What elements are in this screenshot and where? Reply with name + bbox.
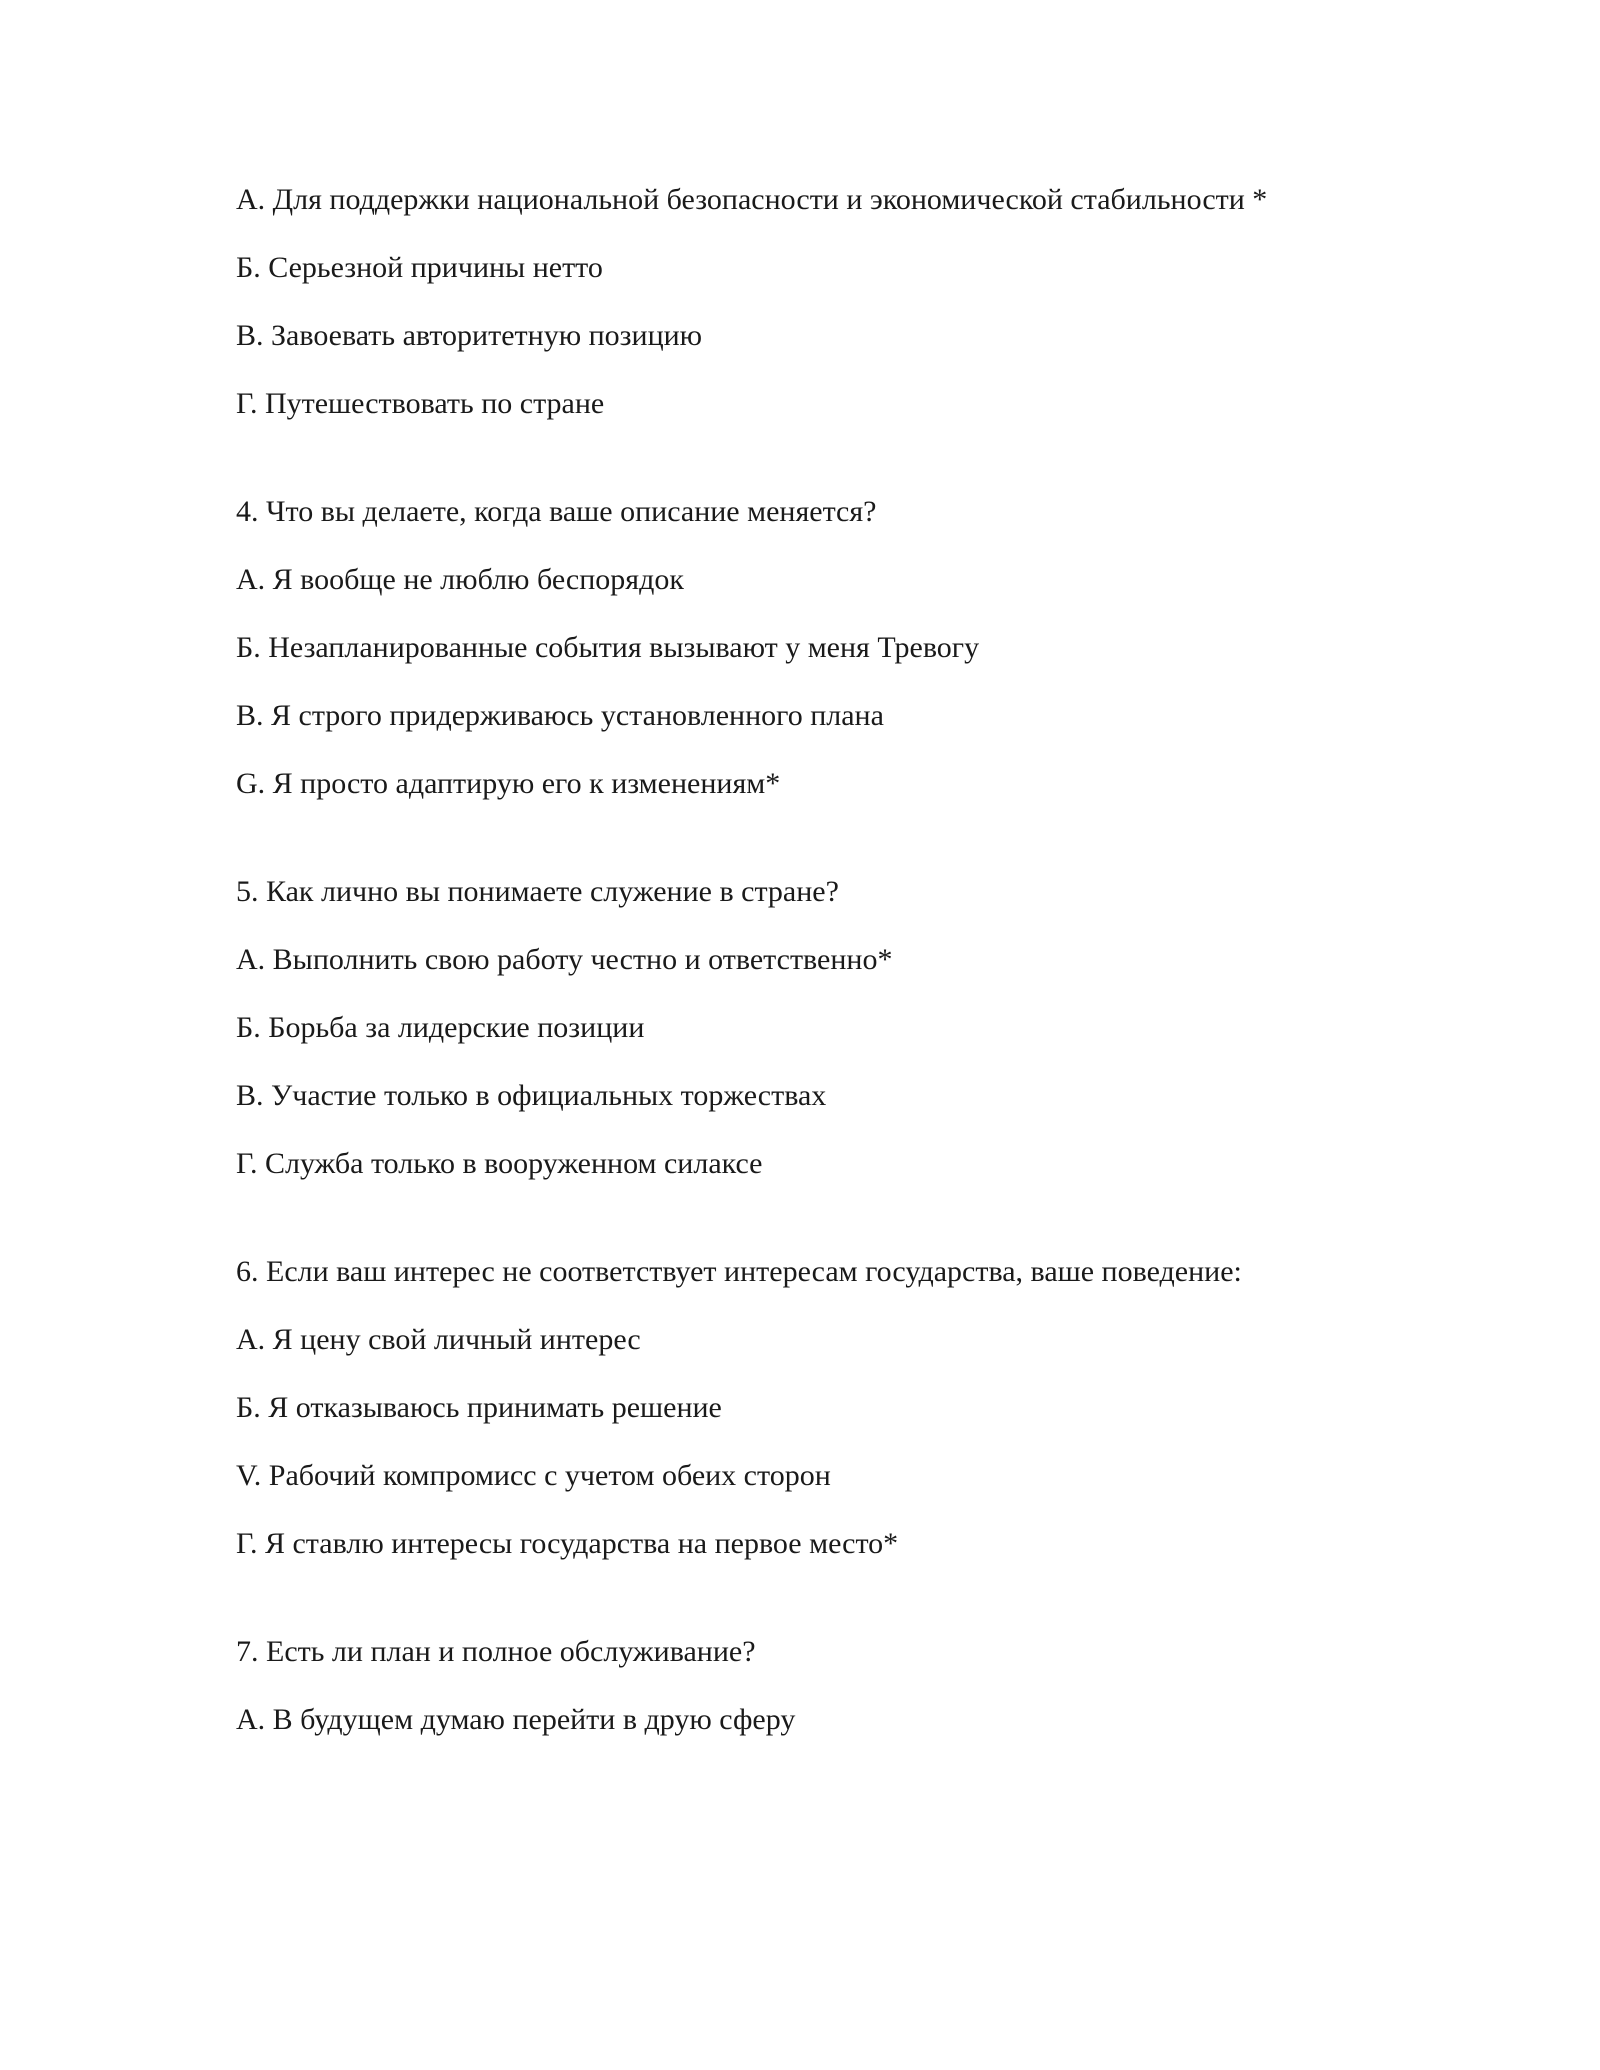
option-6b: Б. Я отказываюсь принимать решение bbox=[236, 1391, 722, 1424]
option-5d: Г. Служба только в вооруженном силаксе bbox=[236, 1147, 763, 1180]
option-6a: А. Я цену свой личный интерес bbox=[236, 1323, 641, 1356]
questionnaire-body bbox=[236, 180, 1436, 1740]
option-3c: В. Завоевать авторитетную позицию bbox=[236, 319, 703, 352]
option-3b: Б. Серьезной причины нетто bbox=[236, 251, 603, 284]
question-7-text: 7. Есть ли план и полное обслуживание? bbox=[236, 1635, 756, 1668]
question-block-4 bbox=[236, 492, 1436, 804]
option-6c: V. Рабочий компромисс с учетом обеих сторон bbox=[236, 1459, 831, 1492]
option-3a: А. Для поддержки национальной безопасности и экономической стабильности * bbox=[236, 183, 1268, 216]
question-block-3-options bbox=[236, 180, 1436, 424]
option-3d: Г. Путешествовать по стране bbox=[236, 387, 605, 420]
question-4-text: 4. Что вы делаете, когда ваше описание меняется? bbox=[236, 495, 877, 528]
option-5c: В. Участие только в официальных торжествах bbox=[236, 1079, 827, 1112]
option-4b: Б. Незапланированные события вызывают у меня Тревогу bbox=[236, 631, 980, 664]
question-block-7 bbox=[236, 1632, 1436, 1740]
question-block-6 bbox=[236, 1252, 1436, 1564]
option-5b: Б. Борьба за лидерские позиции bbox=[236, 1011, 645, 1044]
option-6d: Г. Я ставлю интересы государства на первое место* bbox=[236, 1527, 899, 1560]
option-5a: А. Выполнить свою работу честно и ответственно* bbox=[236, 943, 893, 976]
question-5-text: 5. Как лично вы понимаете служение в стране? bbox=[236, 875, 839, 908]
option-4c: В. Я строго придерживаюсь установленного плана bbox=[236, 699, 884, 732]
option-4d: G. Я просто адаптирую его к изменениям* bbox=[236, 767, 781, 800]
option-7a: А. В будущем думаю перейти в друю сферу bbox=[236, 1703, 796, 1736]
question-6-text: 6. Если ваш интерес не соответствует интересам государства, ваше поведение: bbox=[236, 1255, 1242, 1288]
option-4a: А. Я вообще не люблю беспорядок bbox=[236, 563, 684, 596]
question-block-5 bbox=[236, 872, 1436, 1184]
